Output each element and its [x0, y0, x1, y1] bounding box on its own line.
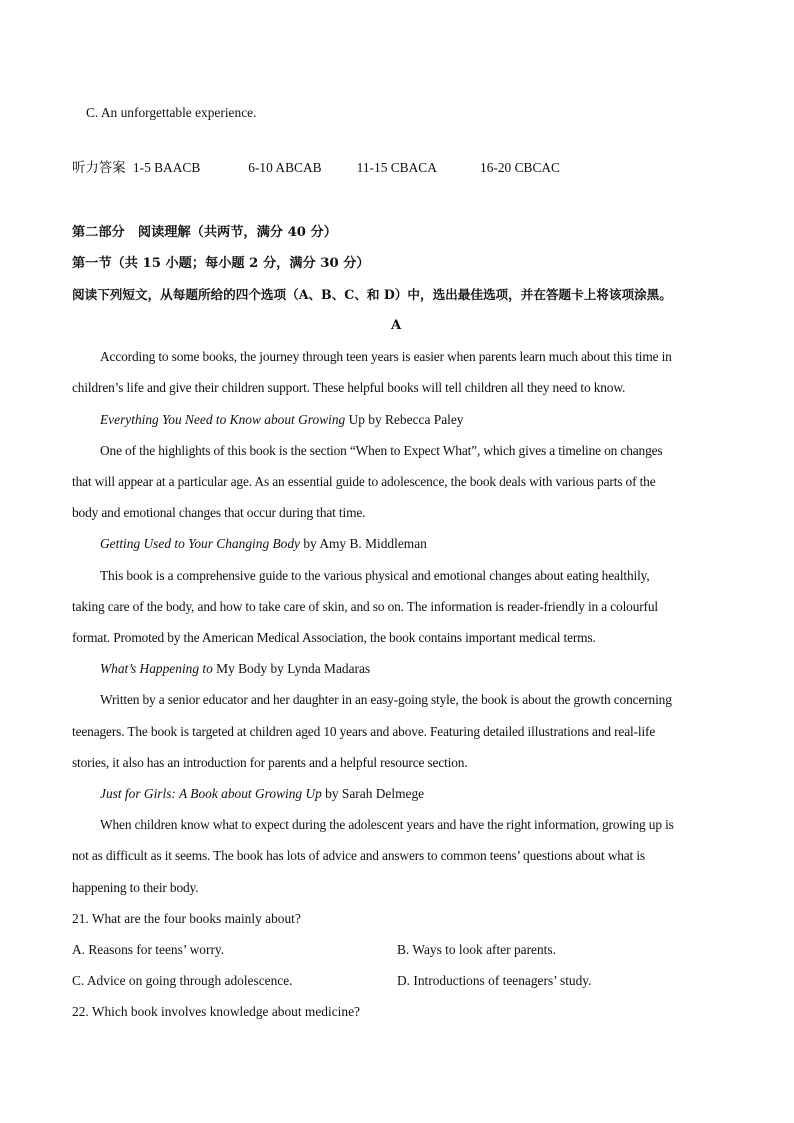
- question-21-option-b: B. Ways to look after parents.: [397, 942, 556, 957]
- question-22-stem: 22. Which book involves knowledge about medicine?: [72, 1004, 360, 1019]
- book-3-line-1: Written by a senior educator and her daughter in an easy-going style, the book is about the growth concerning: [100, 692, 672, 707]
- book-4-title: Just for Girls: A Book about Growing Up: [100, 786, 322, 801]
- section1-title: 第一节（共 15 小题；每小题 2 分，满分 30 分）: [72, 256, 370, 271]
- book-1-author: Up by Rebecca Paley: [345, 412, 464, 427]
- book-1-line-2: that will appear at a particular age. As an essential guide to adolescence, the book deals with various parts of the: [72, 474, 656, 489]
- book-1-line-3: body and emotional changes that occur during that time.: [72, 505, 366, 520]
- previous-question-option-c: C. An unforgettable experience.: [86, 105, 257, 120]
- book-2-line-3: format. Promoted by the American Medical Association, the book contains important medical terms.: [72, 630, 596, 645]
- book-4-line-2: not as difficult as it seems. The book has lots of advice and answers to common teens’ questions about what is: [72, 848, 645, 863]
- passage-letter: A: [391, 318, 402, 333]
- intro-line-1: According to some books, the journey through teen years is easier when parents learn much about this time in: [100, 349, 672, 364]
- part2-title: 第二部分 阅读理解（共两节，满分 40 分）: [72, 225, 337, 240]
- listening-answers-label: 听力答案: [72, 160, 126, 175]
- question-21-stem: 21. What are the four books mainly about?: [72, 911, 301, 926]
- answer-group-1: 1-5 BAACB: [132, 160, 201, 175]
- book-2-author: by Amy B. Middleman: [300, 536, 427, 551]
- book-4-author: by Sarah Delmege: [321, 786, 425, 801]
- book-4-heading: [100, 786, 424, 802]
- book-1-heading: [100, 412, 464, 428]
- question-21-option-c: C. Advice on going through adolescence.: [72, 973, 293, 988]
- listening-answers: [72, 160, 560, 176]
- book-3-author: My Body by Lynda Madaras: [212, 661, 371, 676]
- reading-instruction: 阅读下列短文，从每题所给的四个选项（A、B、C、和 D）中，选出最佳选项，并在答题卡上将该项涂黑。: [72, 287, 672, 302]
- book-2-line-2: taking care of the body, and how to take care of skin, and so on. The information is reader-friendly in a colourful: [72, 599, 658, 614]
- question-21-option-a: A. Reasons for teens’ worry.: [72, 942, 225, 957]
- book-1-line-1: One of the highlights of this book is the section “When to Expect What”, which gives a timeline on changes: [100, 443, 663, 458]
- book-2-heading: [100, 536, 427, 552]
- answer-group-3: 11-15 CBACA: [356, 160, 437, 175]
- book-3-title: What’s Happening to: [100, 661, 213, 676]
- book-1-title: Everything You Need to Know about Growing: [100, 412, 346, 427]
- book-2-title: Getting Used to Your Changing Body: [100, 536, 300, 551]
- answer-group-4: 16-20 CBCAC: [480, 160, 560, 175]
- book-4-line-3: happening to their body.: [72, 880, 199, 895]
- question-21-option-d: D. Introductions of teenagers’ study.: [397, 973, 592, 988]
- book-3-heading: [100, 661, 370, 677]
- book-2-line-1: This book is a comprehensive guide to the various physical and emotional changes about eating healthily,: [100, 568, 650, 583]
- answer-group-2: 6-10 ABCAB: [248, 160, 322, 175]
- book-4-line-1: When children know what to expect during the adolescent years and have the right information, growing up is: [100, 817, 674, 832]
- intro-line-2: children’s life and give their children support. These helpful books will tell children all they need to know.: [72, 380, 626, 395]
- book-3-line-2: teenagers. The book is targeted at children aged 10 years and above. Featuring detailed illustrations and real-life: [72, 724, 656, 739]
- book-3-line-3: stories, it also has an introduction for parents and a helpful resource section.: [72, 755, 468, 770]
